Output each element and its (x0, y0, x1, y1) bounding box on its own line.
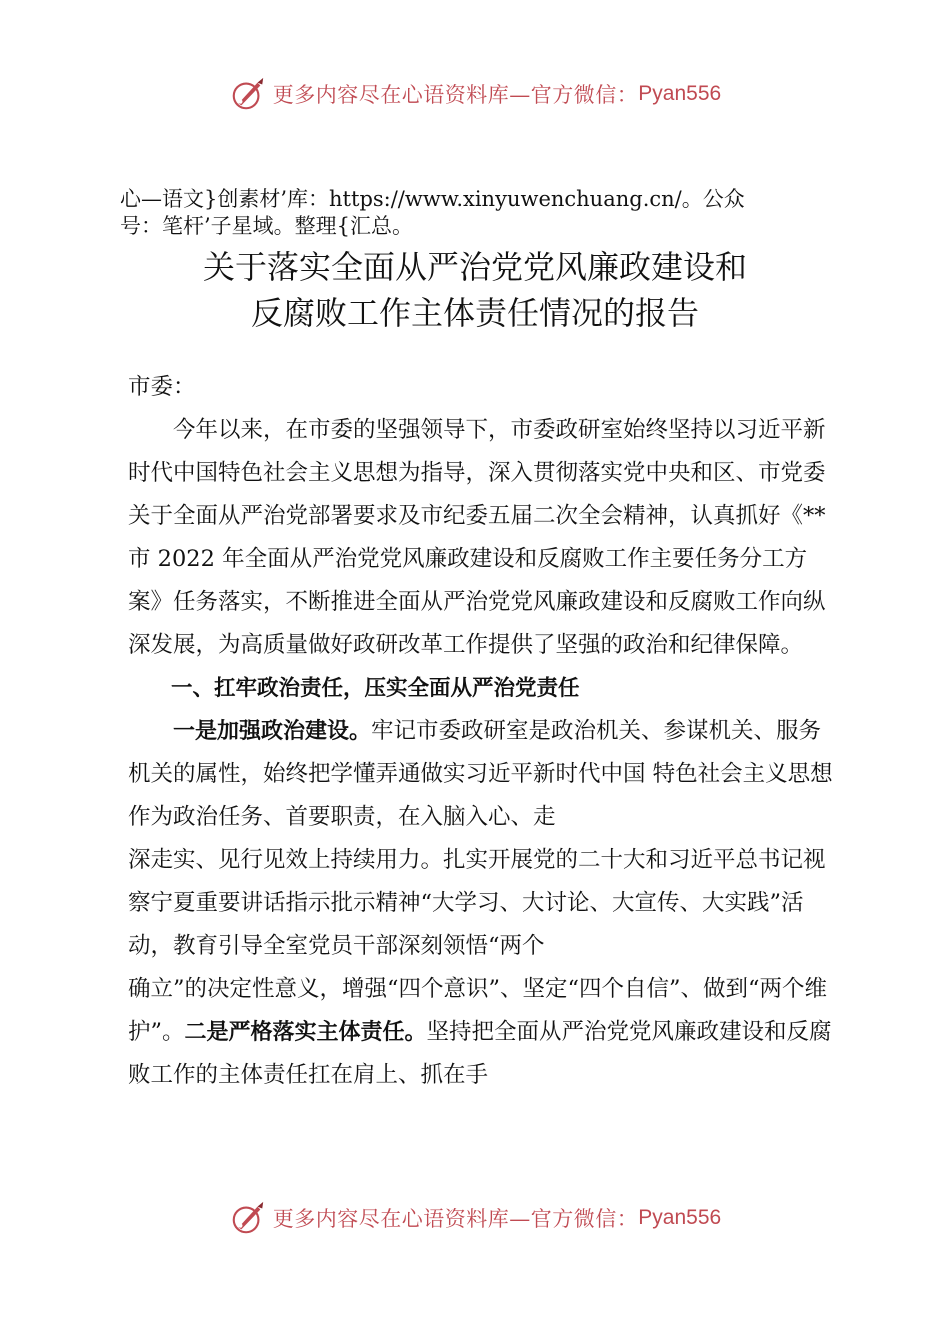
source-note (120, 186, 840, 240)
title-line-1: 关于落实全面从严治党党风廉政建设和 (202, 248, 747, 286)
document-title (0, 244, 950, 336)
point-2-text: 坚持把全面从严治党党风廉政建设和反腐败工作的主体责任扛在肩上、抓在手 (128, 1019, 832, 1088)
salutation: 市委： (128, 374, 196, 400)
point-2-lead: 二是严格落实主体责任。 (184, 1020, 427, 1045)
header-banner (0, 74, 950, 114)
intro-paragraph: 今年以来，在市委的坚强领导下，市委政研室始终坚持以习近平新时代中国特色社会主义思想为指导，深入贯彻落实党中央和区、市党委关于全面从严治党部署要求及市纪委五届二次全会精神，认真抓好《**市 2022 年全面从严治党党风廉政建设和反腐败工作主要任务分工方案》任务落实，不断推进全面从严治党党风廉政建设和反腐败工作向纵深发展，为高质量做好政研改革工作提供了坚强的政治和纪律保障。 (128, 417, 826, 658)
source-note-line-1: 心—语文}创素材’库：https://www.xinyuwenchuang.cn/。公众 (120, 187, 745, 211)
pen-logo-icon (229, 1199, 267, 1237)
point-1-lead: 一是加强政治建设。 (173, 719, 372, 744)
banner-text: 更多内容尽在心语资料库—官方微信： (272, 1207, 639, 1231)
pen-logo-icon (229, 75, 267, 113)
document-body (128, 366, 840, 1097)
point-1-text-c: 确立”的决定性意义，增强“四个意识”、坚定“四个自信”、做到“两个维护”。 (128, 976, 828, 1045)
banner-wechat-id: Pyan556 (638, 1206, 722, 1229)
title-line-2: 反腐败工作主体责任情况的报告 (250, 294, 699, 332)
point-1-paragraph-b: 深走实、见行见效上持续用力。扎实开展党的二十大和习近平总书记视察宁夏重要讲话指示批示精神“大学习、大讨论、大宣传、大实践”活动，教育引导全室党员干部深刻领悟“两个 (128, 847, 826, 959)
banner-wechat-id: Pyan556 (638, 82, 722, 105)
point-1-text-a: 牢记市委政研室是政治机关、参谋机关、服务机关的属性，始终把学懂弄通做实习近平新时代中国 特色社会主义思想作为政治任务、首要职责，在入脑入心、走 (128, 718, 833, 830)
point-1-paragraph-a (128, 710, 840, 839)
source-note-line-2: 号：笔杆’子星域。整理{汇总。 (120, 214, 414, 238)
footer-banner (0, 1198, 950, 1238)
section-heading-1: 一、扛牢政治责任，压实全面从严治党责任 (171, 676, 580, 701)
point-1-paragraph-c (128, 968, 840, 1097)
banner-text: 更多内容尽在心语资料库—官方微信： (272, 83, 639, 107)
